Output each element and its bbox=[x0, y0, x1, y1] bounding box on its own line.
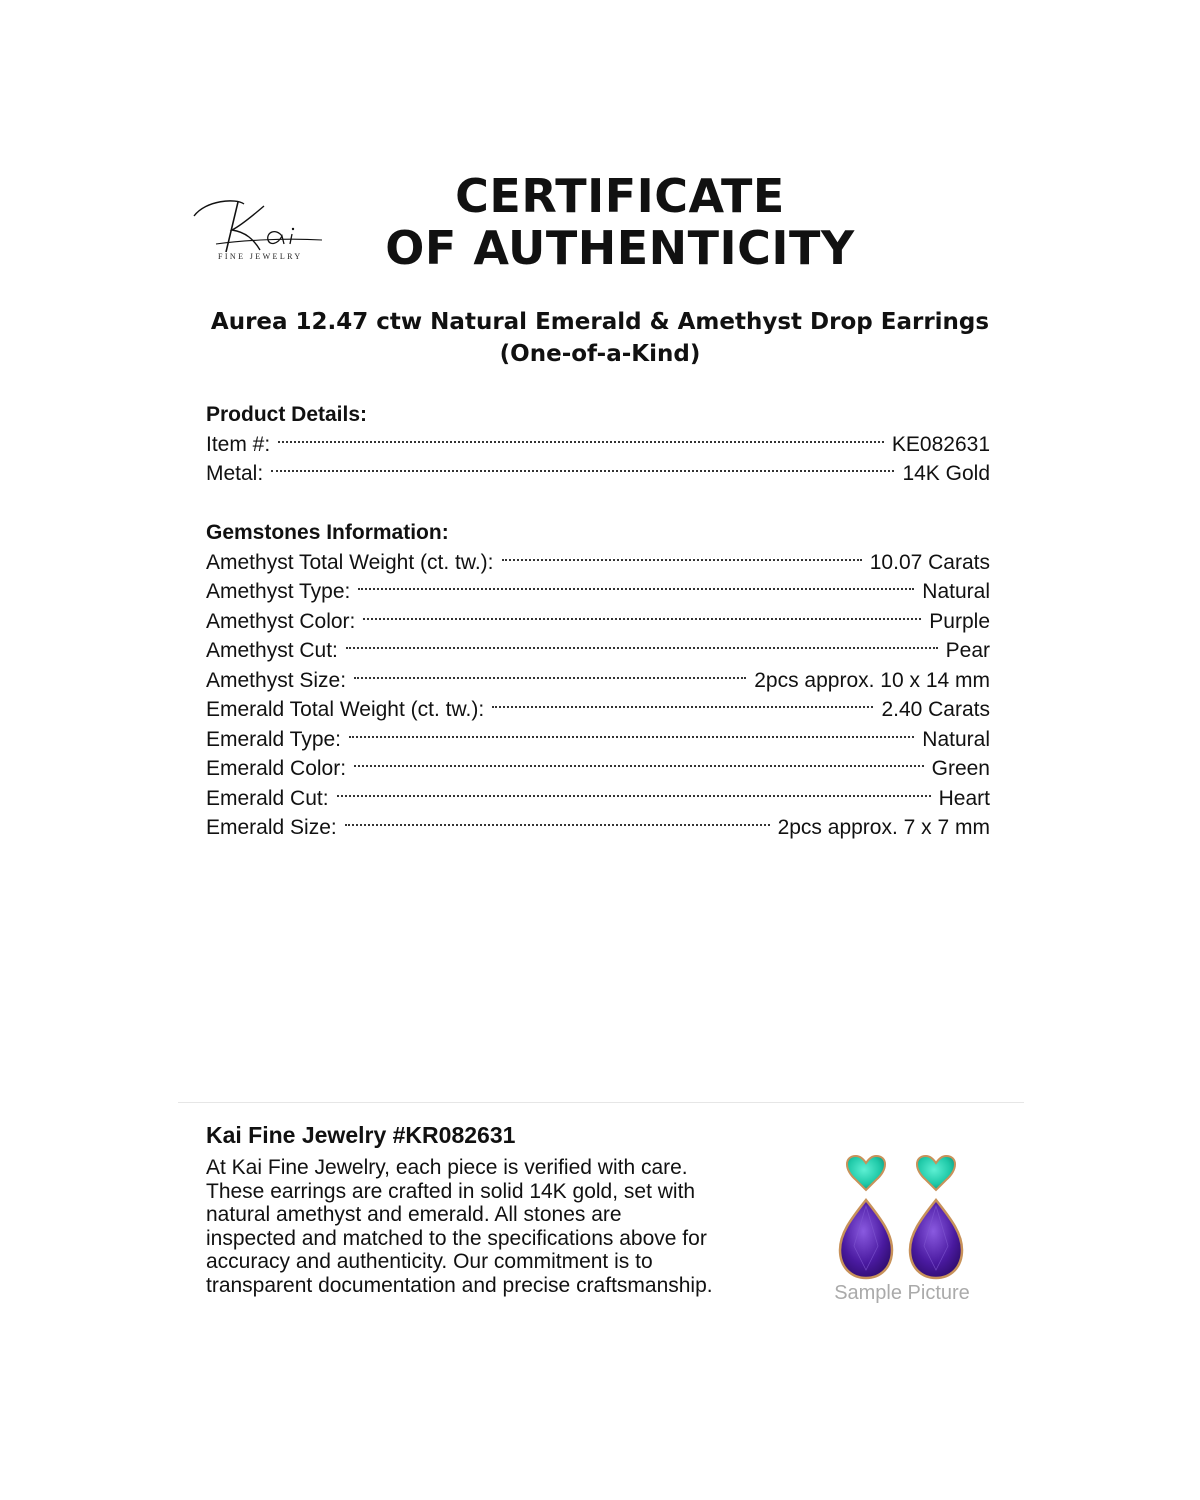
footer-description bbox=[206, 1156, 806, 1297]
logo-subtitle: FINE JEWELRY bbox=[218, 252, 303, 261]
dot-leader bbox=[363, 618, 921, 620]
gem-label: Amethyst Size: bbox=[206, 668, 347, 692]
gem-label: Emerald Size: bbox=[206, 816, 337, 839]
certificate-title bbox=[360, 170, 880, 274]
gem-row bbox=[206, 607, 990, 637]
product-details-heading: Product Details: bbox=[206, 403, 368, 426]
title-line-1: CERTIFICATE bbox=[455, 169, 785, 223]
dot-leader bbox=[349, 736, 914, 738]
description-line: inspected and matched to the specifications above for bbox=[206, 1226, 707, 1250]
left-emerald-heart bbox=[847, 1156, 885, 1190]
dot-leader bbox=[502, 559, 862, 561]
earrings-sample-picture bbox=[832, 1146, 972, 1284]
gem-label: Amethyst Type: bbox=[206, 580, 351, 603]
gemstones-heading: Gemstones Information: bbox=[206, 521, 449, 544]
footer-divider bbox=[178, 1102, 1024, 1103]
left-amethyst-pear bbox=[840, 1200, 892, 1278]
gem-value: Heart bbox=[938, 786, 990, 810]
description-line: natural amethyst and emerald. All stones are bbox=[206, 1203, 622, 1226]
dot-leader bbox=[358, 588, 914, 590]
gem-label: Emerald Type: bbox=[206, 727, 342, 751]
gem-row bbox=[206, 784, 990, 814]
description-line: transparent documentation and precise craftsmanship. bbox=[206, 1273, 713, 1297]
gem-value: 10.07 Carats bbox=[869, 550, 990, 574]
gem-value: Green bbox=[931, 757, 990, 780]
dot-leader bbox=[278, 441, 884, 443]
gem-value: 2pcs approx. 7 x 7 mm bbox=[777, 816, 990, 839]
dot-leader bbox=[271, 470, 894, 472]
detail-row-item bbox=[206, 430, 990, 460]
dot-leader bbox=[354, 677, 746, 679]
gem-row bbox=[206, 577, 990, 607]
left-earring bbox=[840, 1156, 892, 1278]
product-name-line-1: Aurea 12.47 ctw Natural Emerald & Amethyst Drop Earrings bbox=[210, 309, 990, 335]
gem-row bbox=[206, 666, 990, 696]
gem-label: Emerald Cut: bbox=[206, 786, 329, 810]
detail-label: Item #: bbox=[206, 432, 271, 456]
gem-value: Natural bbox=[922, 580, 990, 603]
dot-leader bbox=[345, 824, 770, 826]
gem-label: Emerald Total Weight (ct. tw.): bbox=[206, 698, 485, 721]
gem-row bbox=[206, 636, 990, 666]
gem-row bbox=[206, 695, 990, 725]
description-line: These earrings are crafted in solid 14K gold, set with bbox=[206, 1179, 696, 1203]
detail-label: Metal: bbox=[206, 462, 264, 485]
right-emerald-heart bbox=[917, 1156, 955, 1190]
gem-row bbox=[206, 754, 990, 784]
dot-leader bbox=[337, 795, 931, 797]
detail-value: 14K Gold bbox=[902, 462, 990, 485]
earrings-illustration bbox=[832, 1146, 972, 1284]
gem-value: Purple bbox=[929, 609, 990, 633]
gem-value: Natural bbox=[922, 727, 990, 751]
description-line: accuracy and authenticity. Our commitment is to bbox=[206, 1250, 653, 1273]
dot-leader bbox=[354, 765, 924, 767]
dot-leader bbox=[492, 706, 873, 708]
title-line-2: OF AUTHENTICITY bbox=[385, 221, 855, 275]
gem-row bbox=[206, 813, 990, 843]
gem-row bbox=[206, 548, 990, 578]
product-name bbox=[200, 306, 1000, 370]
gemstones-section bbox=[206, 518, 990, 843]
gem-label: Amethyst Cut: bbox=[206, 639, 338, 662]
detail-value: KE082631 bbox=[891, 432, 990, 456]
gem-label: Emerald Color: bbox=[206, 757, 347, 780]
gem-value: 2pcs approx. 10 x 14 mm bbox=[754, 668, 990, 692]
brand-title: Kai Fine Jewelry #KR082631 bbox=[206, 1122, 516, 1148]
description-line: At Kai Fine Jewelry, each piece is verified with care. bbox=[206, 1156, 688, 1179]
detail-row-metal bbox=[206, 459, 990, 489]
right-earring bbox=[910, 1156, 962, 1278]
gem-label: Amethyst Total Weight (ct. tw.): bbox=[206, 550, 494, 574]
gem-label: Amethyst Color: bbox=[206, 609, 356, 633]
dot-leader bbox=[346, 647, 938, 649]
gem-value: Pear bbox=[945, 639, 990, 662]
product-details-section bbox=[206, 400, 990, 489]
image-caption: Sample Picture bbox=[834, 1282, 970, 1304]
product-name-line-2: (One-of-a-Kind) bbox=[499, 341, 701, 367]
gem-row bbox=[206, 725, 990, 755]
gem-value: 2.40 Carats bbox=[881, 698, 990, 721]
right-amethyst-pear bbox=[910, 1200, 962, 1278]
